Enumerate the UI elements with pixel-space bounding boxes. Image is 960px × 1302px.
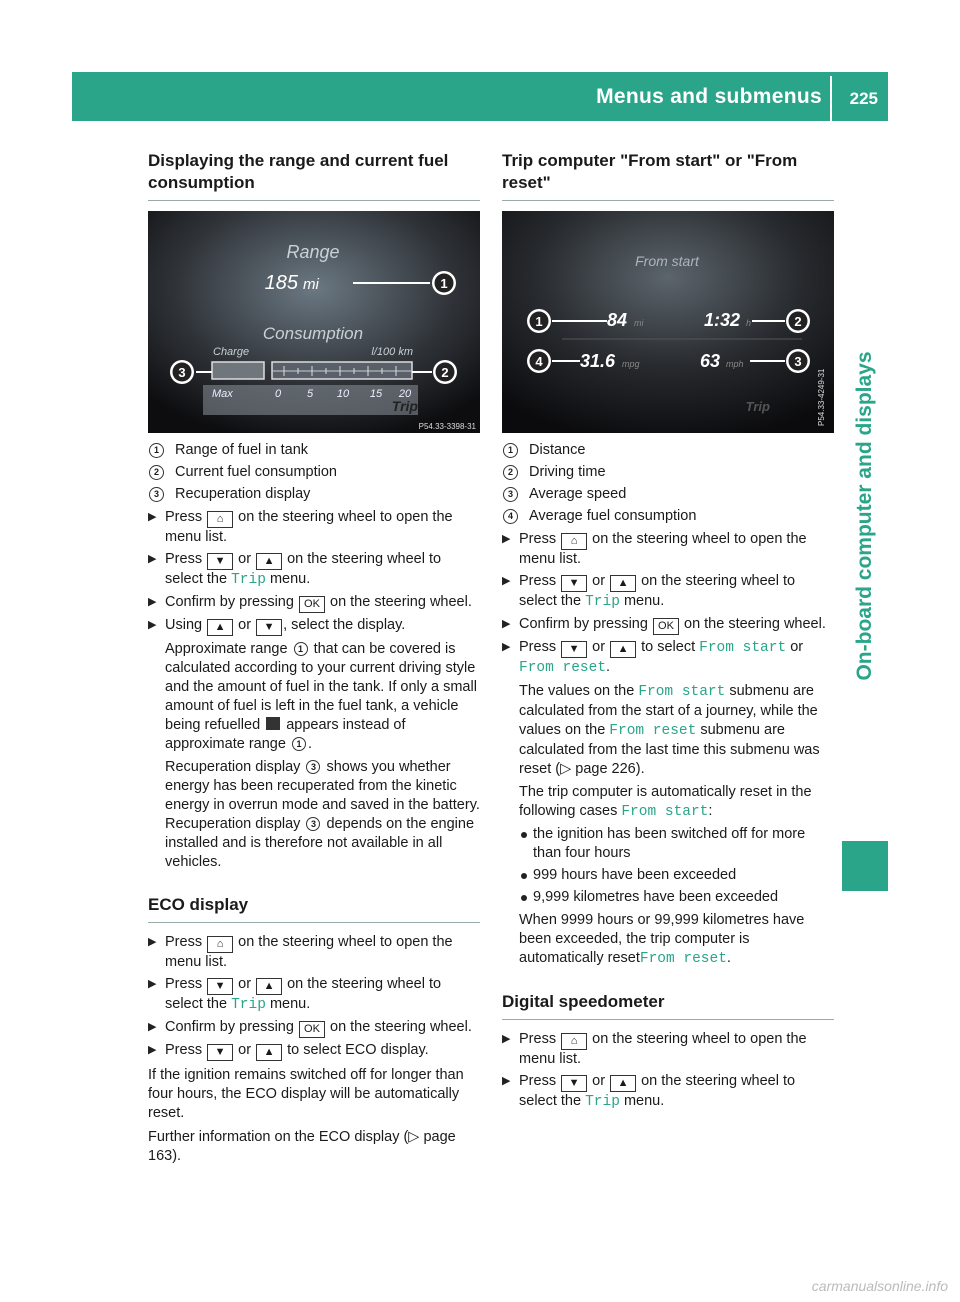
legend-item: [502, 441, 834, 460]
eco-reset-note: If the ignition remains switched off for longer than four hours, the ECO display will be automatically reset.: [148, 1067, 464, 1121]
fig1-callout-2: 2: [441, 365, 449, 380]
instruction-step: ▶ Press ⌂ on the steering wheel to open the menu list.: [148, 508, 480, 547]
fig1-unit: l/100 km: [371, 346, 413, 358]
up-key-icon: ▲: [610, 1075, 636, 1092]
trip-computer-figure: [502, 211, 834, 433]
figure1-legend: [148, 441, 480, 504]
menu-name: Trip: [231, 997, 266, 1013]
legend-text: Driving time: [529, 464, 606, 480]
fig2-trip: Trip: [745, 399, 770, 414]
fig2-callout-1: 1: [535, 314, 543, 329]
callout-number: 1: [503, 443, 518, 458]
side-tab-marker: [842, 841, 888, 891]
fig2-callout-4: 4: [535, 354, 543, 369]
fig1-max: Max: [212, 388, 233, 400]
recuperation-explanation: Recuperation display 3 shows you whether energy has been recuperated from the kinetic energy in overrun mode and saved in the battery. Recuperation display 3 depends on the engine installed and is therefore not available in all vehicles.: [165, 759, 480, 870]
up-key-icon: ▲: [207, 619, 233, 636]
instruction-step: ▶ Press ▼ or ▲ on the steering wheel to select the Trip menu.: [148, 550, 480, 590]
fig1-range-value: 185: [264, 272, 298, 294]
down-key-icon: ▼: [256, 619, 282, 636]
instruction-step: ▶ Using ▲ or ▼ , select the display.: [148, 616, 480, 636]
menu-name: From start: [621, 804, 709, 820]
callout-number: 3: [149, 487, 164, 502]
legend-text: Range of fuel in tank: [175, 442, 309, 458]
fig1-charge: Charge: [213, 346, 250, 358]
menu-name: Trip: [231, 572, 266, 588]
callout-number: 1: [149, 443, 164, 458]
up-key-icon: ▲: [256, 553, 282, 570]
fig1-tick-4: 20: [398, 388, 412, 400]
callout-number: 1: [292, 737, 306, 751]
header-divider: [830, 76, 832, 121]
instruction-step: ▶ Confirm by pressing OK on the steering wheel.: [148, 593, 480, 613]
home-key-icon: ⌂: [207, 936, 233, 953]
down-key-icon: ▼: [561, 1075, 587, 1092]
legend-item: [148, 485, 480, 504]
fig1-title: Range: [286, 242, 340, 262]
auto-reset-intro: The trip computer is automatically reset in the following cases From start:: [519, 784, 812, 820]
up-key-icon: ▲: [256, 1044, 282, 1061]
range-consumption-figure: [148, 211, 480, 433]
instruction-step: ▶ Press ▼ or ▲ on the steering wheel to select the Trip menu.: [502, 572, 834, 612]
eco-reference: Further information on the ECO display (▷ page 163).: [148, 1129, 456, 1164]
side-tab: [842, 121, 888, 1213]
instruction-step: ▶ Press ▼ or ▲ to select From start or From reset.: [502, 638, 834, 678]
fig2-code: P54.33-4249-31: [817, 368, 826, 426]
legend-item: [148, 441, 480, 460]
instruction-step: ▶ Confirm by pressing OK on the steering wheel.: [502, 615, 834, 635]
down-key-icon: ▼: [561, 575, 587, 592]
section-title-eco: ECO display: [148, 894, 480, 923]
ok-key-icon: OK: [653, 618, 679, 635]
fig1-tick-1: 5: [306, 388, 314, 400]
fig1-code: P54.33-3398-31: [418, 422, 476, 431]
legend-item: [502, 485, 834, 504]
menu-name: From reset: [639, 951, 727, 967]
legend-text: Distance: [529, 442, 586, 458]
header-title: Menus and submenus: [596, 85, 822, 108]
legend-text: Average fuel consumption: [529, 508, 697, 524]
callout-number: 3: [503, 487, 518, 502]
list-item: 9,999 kilometres have been exceeded: [502, 888, 834, 907]
fig2-time-unit: h: [746, 318, 752, 328]
fig2-callout-2: 2: [794, 314, 802, 329]
side-tab-label: On-board computer and displays: [853, 351, 876, 681]
fig1-trip: Trip: [391, 398, 418, 414]
fig2-speed: 63: [699, 351, 720, 371]
callout-number: 3: [306, 817, 320, 831]
legend-text: Recuperation display: [175, 486, 311, 502]
legend-text: Average speed: [529, 486, 627, 502]
figure2-legend: [502, 441, 834, 526]
section-title-trip: Trip computer "From start" or "From reset": [502, 150, 834, 201]
menu-name: From reset: [519, 660, 607, 676]
instruction-step: ▶ Confirm by pressing OK on the steering wheel.: [148, 1018, 480, 1038]
fig2-time: 1:32: [703, 310, 740, 330]
watermark: carmanualsonline.info: [811, 1278, 948, 1294]
home-key-icon: ⌂: [561, 1033, 587, 1050]
down-key-icon: ▼: [561, 641, 587, 658]
callout-number: 2: [149, 465, 164, 480]
fig1-tick-0: 0: [274, 388, 282, 400]
fig1-consumption: Consumption: [262, 324, 364, 343]
instruction-step: ▶ Press ⌂ on the steering wheel to open the menu list.: [502, 1030, 834, 1069]
down-key-icon: ▼: [207, 1044, 233, 1061]
instruction-step: ▶ Press ▼ or ▲ to select ECO display.: [148, 1041, 480, 1061]
instruction-step: ▶ Press ⌂ on the steering wheel to open the menu list.: [502, 530, 834, 569]
submenu-explanation: The values on the From start submenu are calculated from the start of a journey, while the values on the From reset submenu are calculated from the last time this submenu was reset (▷ page 226).: [519, 683, 820, 777]
page-number: 225: [849, 89, 878, 108]
legend-text: Current fuel consumption: [175, 464, 337, 480]
ok-key-icon: OK: [299, 1021, 325, 1038]
fuel-pump-icon: [266, 717, 280, 730]
up-key-icon: ▲: [256, 978, 282, 995]
callout-number: 2: [503, 465, 518, 480]
page-header: [72, 72, 888, 121]
fig2-distance: 84: [606, 310, 627, 330]
reset-note: When 9999 hours or 99,999 kilometres have been exceeded, the trip computer is automatically resetFrom reset.: [519, 912, 805, 967]
section-title-speedometer: Digital speedometer: [502, 991, 834, 1020]
ok-key-icon: OK: [299, 596, 325, 613]
callout-number: 3: [306, 760, 320, 774]
fig1-range-unit: mi: [303, 276, 319, 293]
range-explanation: Approximate range 1 that can be covered is calculated according to your current driving style and the amount of fuel in the tank. If only a small amount of fuel is left in the fuel tank, a vehicle being refuelled appears instead of approximate range 1 .: [165, 641, 477, 752]
fig2-distance-unit: mi: [634, 318, 644, 328]
fig2-callout-3: 3: [794, 354, 802, 369]
fig1-tick-2: 10: [336, 388, 350, 400]
legend-item: [502, 463, 834, 482]
fig1-callout-1: 1: [440, 276, 448, 291]
home-key-icon: ⌂: [207, 511, 233, 528]
section-title-range: Displaying the range and current fuel consumption: [148, 150, 480, 201]
list-item: the ignition has been switched off for more than four hours: [502, 825, 834, 863]
up-key-icon: ▲: [610, 641, 636, 658]
callout-number: 1: [294, 642, 308, 656]
instruction-step: ▶ Press ▼ or ▲ on the steering wheel to select the Trip menu.: [148, 975, 480, 1015]
menu-name: From start: [638, 684, 726, 700]
callout-number: 4: [503, 509, 518, 524]
fig2-fuel-unit: mpg: [622, 359, 640, 369]
right-column: [502, 150, 834, 1115]
left-column: [148, 150, 480, 1169]
legend-item: [148, 463, 480, 482]
list-item: 999 hours have been exceeded: [502, 866, 834, 885]
down-key-icon: ▼: [207, 553, 233, 570]
menu-name: Trip: [585, 594, 620, 610]
home-key-icon: ⌂: [561, 533, 587, 550]
fig2-title: From start: [635, 253, 699, 269]
instruction-step: ▶ Press ⌂ on the steering wheel to open the menu list.: [148, 933, 480, 972]
down-key-icon: ▼: [207, 978, 233, 995]
up-key-icon: ▲: [610, 575, 636, 592]
instruction-step: ▶ Press ▼ or ▲ on the steering wheel to select the Trip menu.: [502, 1072, 834, 1112]
menu-name: From start: [699, 640, 787, 656]
fig1-callout-3: 3: [178, 365, 186, 380]
menu-name: Trip: [585, 1094, 620, 1110]
legend-item: [502, 507, 834, 526]
fig2-fuel: 31.6: [579, 351, 615, 371]
fig2-speed-unit: mph: [726, 359, 744, 369]
fig1-tick-3: 15: [369, 388, 383, 400]
menu-name: From reset: [609, 723, 697, 739]
